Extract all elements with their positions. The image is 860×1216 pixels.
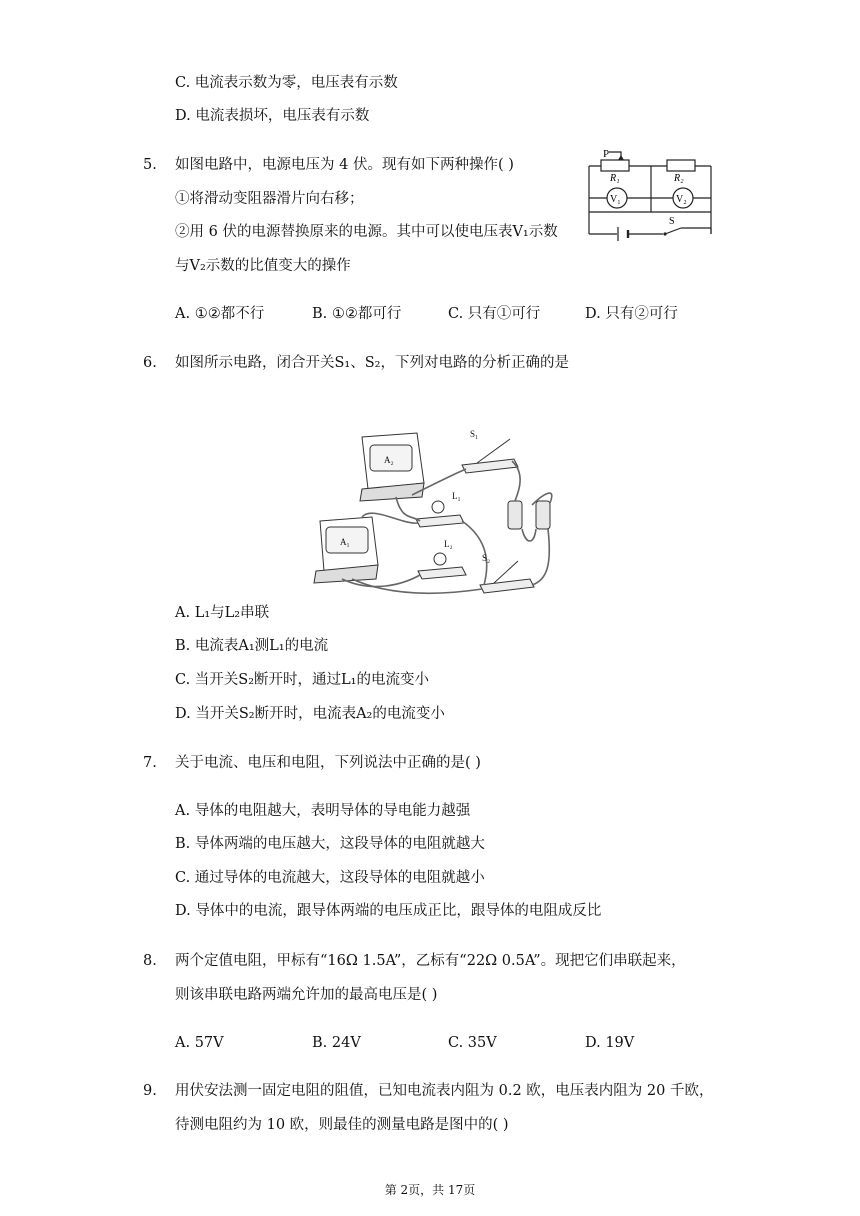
q5-number: 5. <box>143 157 157 173</box>
q8-option-d: D. 19V <box>585 1035 635 1051</box>
q8-option-a: A. 57V <box>175 1035 224 1051</box>
q6-option-d: D. 当开关S₂断开时，电流表A₂的电流变小 <box>175 706 445 722</box>
q5-fig-label-r2: R₂ <box>674 173 684 184</box>
q5-fig-label-r1: R₁ <box>610 173 620 184</box>
q6-option-a: A. L₁与L₂串联 <box>175 605 270 621</box>
q7-stem: 关于电流、电压和电阻，下列说法中正确的是( ) <box>175 755 481 771</box>
q6-fig-label-l1: L₁ <box>452 491 461 501</box>
q7-option-d: D. 导体中的电流，跟导体两端的电压成正比，跟导体的电阻成反比 <box>175 903 602 919</box>
q8-stem-line2: 则该串联电路两端允许加的最高电压是( ) <box>175 987 438 1003</box>
q6-circuit-illustration <box>312 425 562 597</box>
q6-fig-label-s1: S₁ <box>470 429 479 439</box>
q6-fig-label-s2: S₂ <box>482 553 491 563</box>
q7-option-c: C. 通过导体的电流越大，这段导体的电阻就越小 <box>175 870 485 886</box>
q9-stem-line1: 用伏安法测一固定电阻的阻值，已知电流表内阻为 0.2 欧，电压表内阻为 20 千欧， <box>175 1083 714 1099</box>
q8-option-b: B. 24V <box>312 1035 361 1051</box>
page-footer: 第 2页，共 17页 <box>384 1183 476 1197</box>
q5-fig-label-p: P <box>603 148 610 160</box>
q9-number: 9. <box>143 1083 157 1099</box>
q7-number: 7. <box>143 755 157 771</box>
q5-stem-line1: 如图电路中，电源电压为 4 伏。现有如下两种操作( ) <box>175 157 514 173</box>
q9-stem-line2: 待测电阻约为 10 欧，则最佳的测量电路是图中的( ) <box>175 1117 509 1133</box>
q6-option-c: C. 当开关S₂断开时，通过L₁的电流变小 <box>175 672 429 688</box>
q8-number: 8. <box>143 953 157 969</box>
q5-stem-line3: ②用 6 伏的电源替换原来的电源。其中可以使电压表V₁示数 <box>175 224 558 240</box>
q4-option-c: C. 电流表示数为零，电压表有示数 <box>175 75 398 91</box>
q6-option-b: B. 电流表A₁测L₁的电流 <box>175 638 329 654</box>
q5-stem-line2: ①将滑动变阻器滑片向右移； <box>175 191 364 207</box>
q6-stem: 如图所示电路，闭合开关S₁、S₂，下列对电路的分析正确的是 <box>175 355 569 371</box>
q5-fig-label-v2: V₂ <box>676 194 687 205</box>
q7-option-b: B. 导体两端的电压越大，这段导体的电阻就越大 <box>175 836 485 852</box>
q5-option-a: A. ①②都不行 <box>175 306 265 322</box>
q8-option-c: C. 35V <box>448 1035 497 1051</box>
q6-number: 6. <box>143 355 157 371</box>
q4-option-d: D. 电流表损坏，电压表有示数 <box>175 108 370 124</box>
q5-fig-label-v1: V₁ <box>610 194 621 205</box>
q5-circuit-diagram <box>585 148 715 240</box>
q6-fig-label-l2: L₂ <box>444 539 453 549</box>
q6-fig-label-a1: A₁ <box>340 537 350 547</box>
q7-option-a: A. 导体的电阻越大，表明导体的导电能力越强 <box>175 803 471 819</box>
q5-stem-line4: 与V₂示数的比值变大的操作 <box>175 258 351 274</box>
q5-option-c: C. 只有①可行 <box>448 306 541 322</box>
q8-stem-line1: 两个定值电阻，甲标有“16Ω 1.5A”，乙标有“22Ω 0.5A”。现把它们串联起来， <box>175 953 686 969</box>
q6-fig-label-a2: A₂ <box>384 455 394 465</box>
q5-fig-label-s: S <box>669 216 675 227</box>
q5-option-b: B. ①②都可行 <box>312 306 402 322</box>
q5-option-d: D. 只有②可行 <box>585 306 678 322</box>
